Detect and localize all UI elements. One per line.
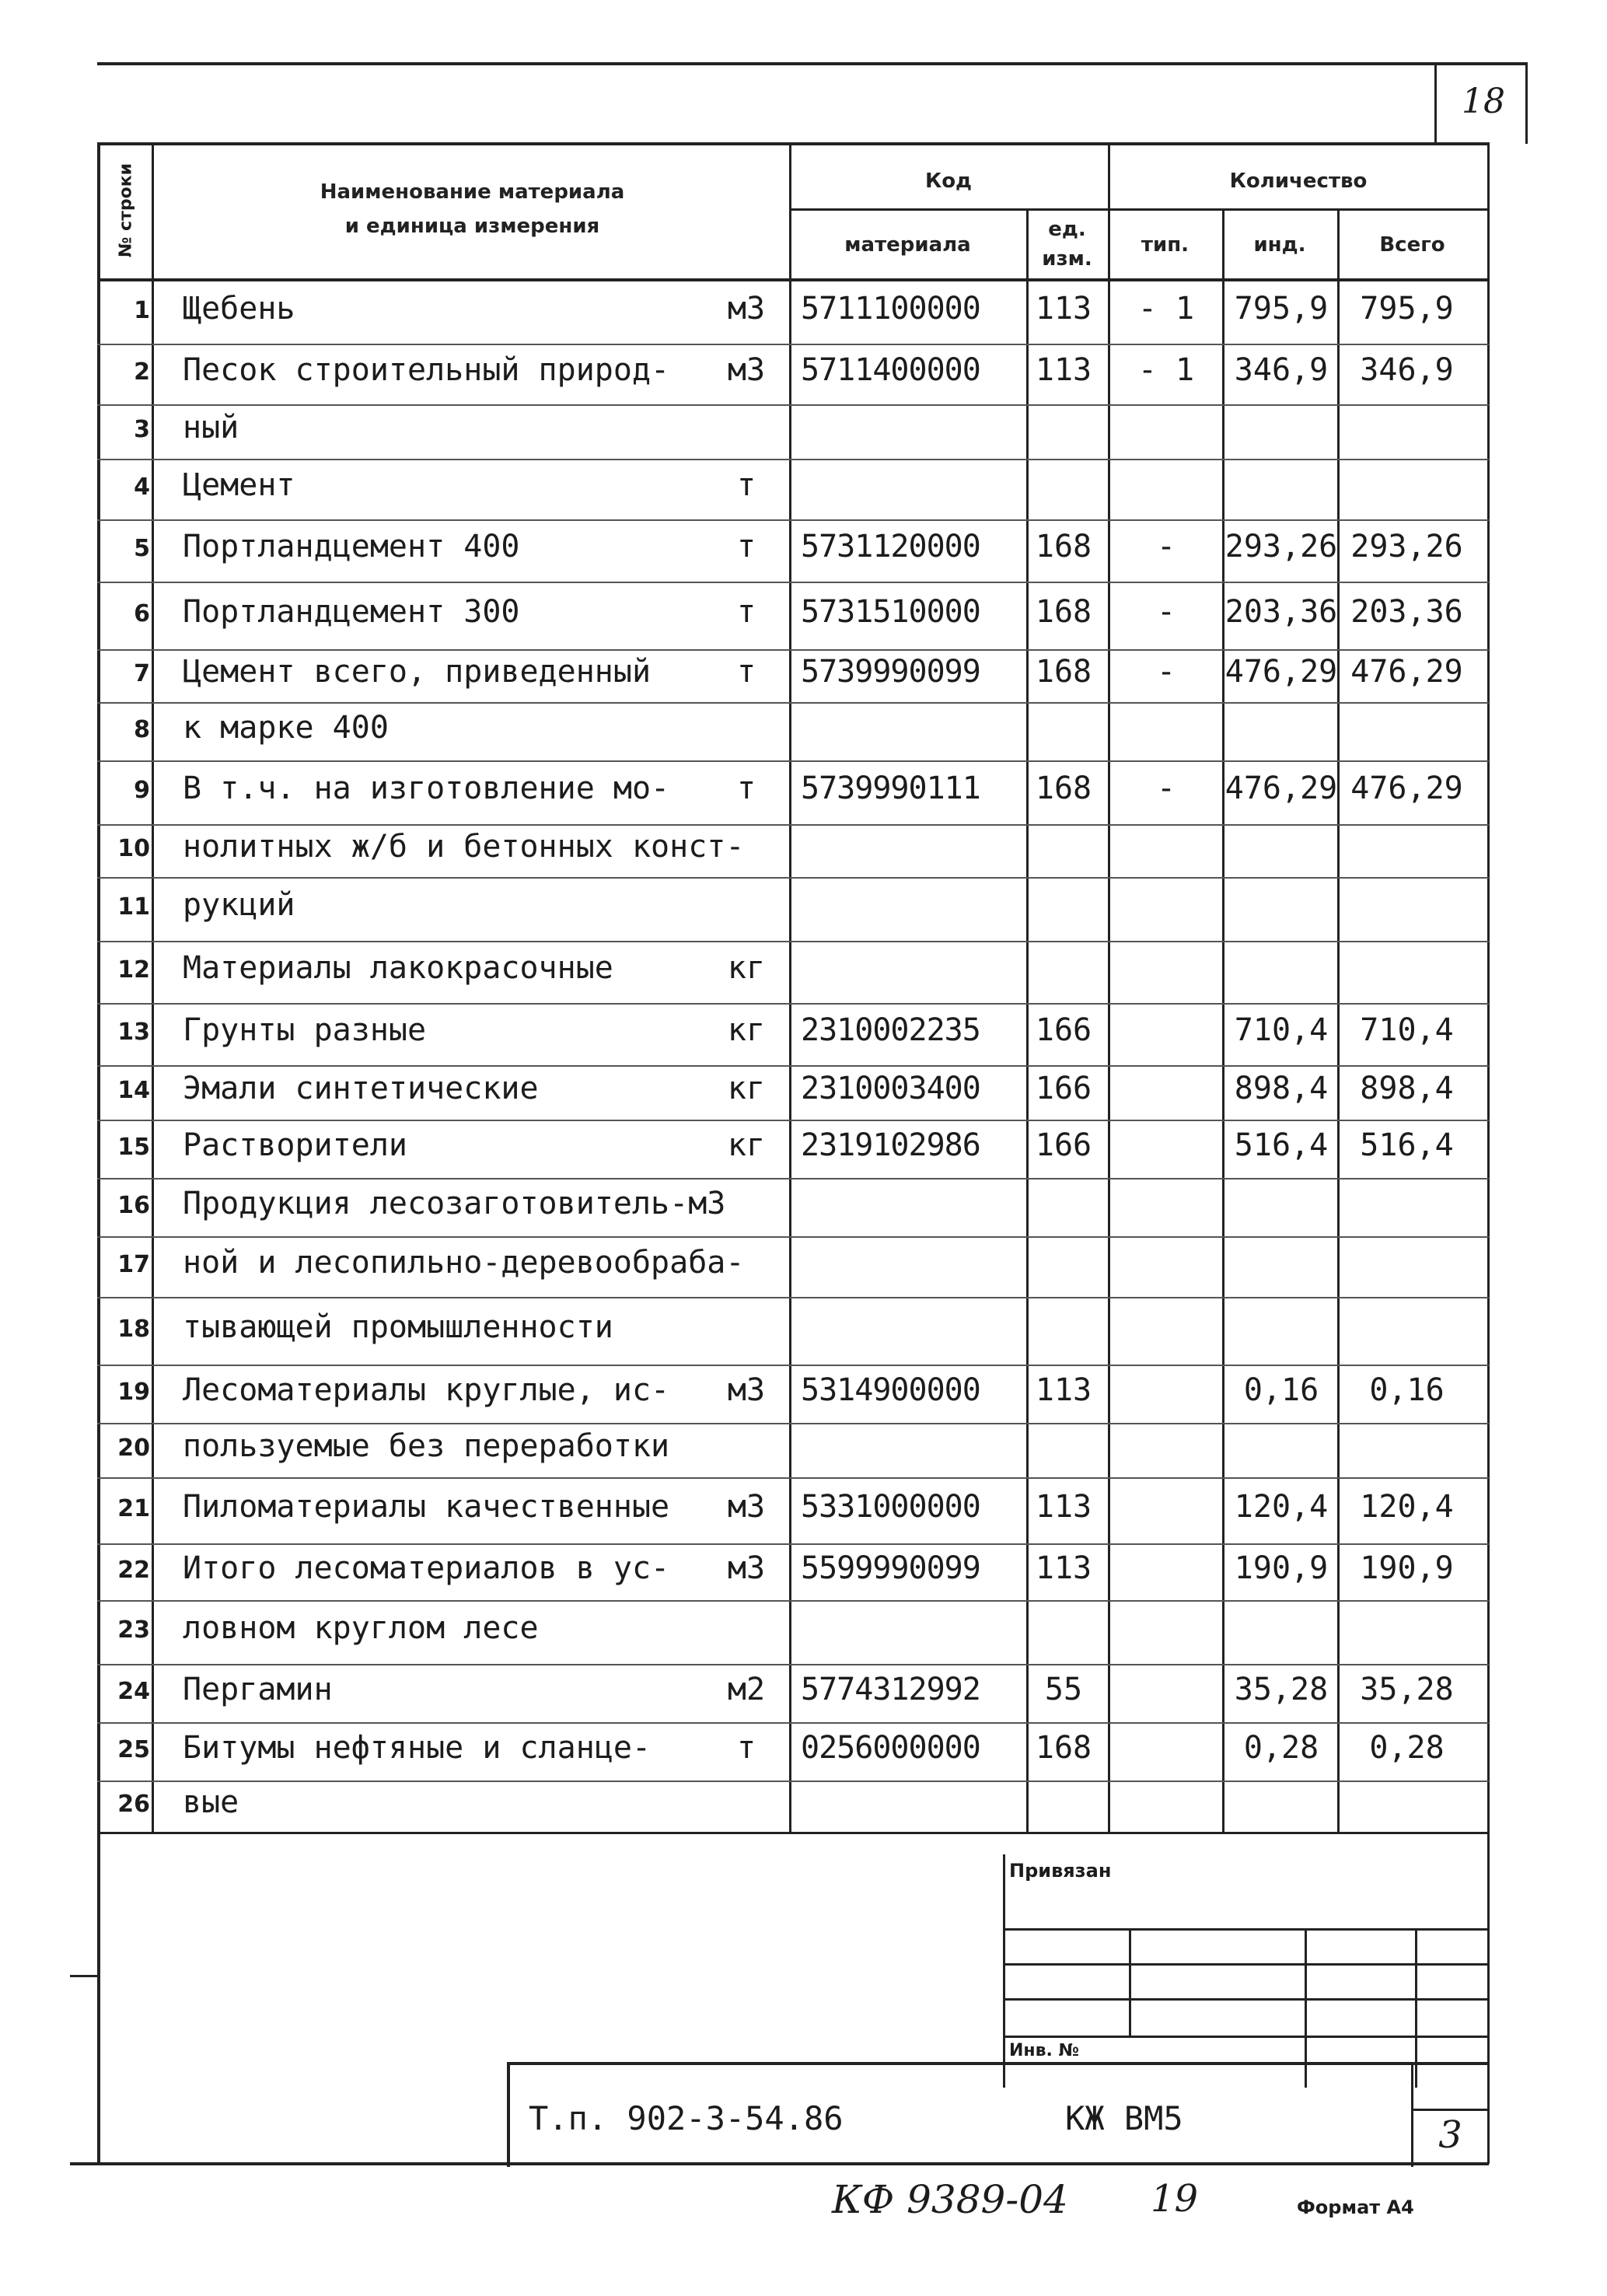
row-name: Итого лесоматериалов в ус-	[183, 1550, 670, 1586]
row-unit-code: 168	[1035, 1729, 1092, 1766]
row-unit-code: 113	[1035, 1372, 1092, 1408]
row-material-code: 2310003400	[801, 1071, 980, 1106]
row-number-header: № строки	[116, 163, 136, 258]
table-top-border	[97, 142, 1489, 145]
row-number: 8	[134, 715, 150, 743]
page-number: 18	[1462, 82, 1505, 121]
row-material-code: 2310002235	[801, 1012, 980, 1048]
row-name: Портландцемент 300	[183, 593, 520, 630]
bottom-rule	[70, 2162, 1489, 2165]
row-number: 10	[117, 835, 150, 862]
top-rule	[97, 62, 1528, 65]
stamp-col-1	[1129, 1928, 1131, 2037]
row-qty-total: 0,28	[1369, 1729, 1445, 1766]
row-divider	[97, 1423, 1489, 1424]
row-unit: кг	[727, 1071, 766, 1106]
row-name: Материалы лакокрасочные	[183, 950, 613, 986]
row-number: 4	[134, 474, 150, 501]
row-unit-code: 113	[1035, 1550, 1092, 1586]
row-qty-total: 35,28	[1360, 1671, 1454, 1707]
qty-total-header: Всего	[1379, 233, 1445, 257]
header-bottom-border	[97, 278, 1489, 281]
row-name: Песок строительный природ-	[183, 352, 670, 388]
row-divider	[97, 344, 1489, 345]
row-name: Эмали синтетические	[183, 1071, 539, 1106]
left-margin-mark	[70, 1975, 97, 1977]
row-number: 25	[117, 1735, 150, 1763]
row-unit: м3	[727, 1488, 766, 1525]
row-number: 13	[117, 1019, 150, 1046]
row-material-code: 5314900000	[801, 1372, 980, 1408]
row-number: 7	[134, 660, 150, 687]
row-divider	[97, 459, 1489, 460]
col-sep-code	[789, 142, 791, 1833]
row-number: 6	[134, 599, 150, 627]
title-block-sheet-line	[1411, 2109, 1489, 2111]
row-divider	[97, 877, 1489, 879]
header-subdivider	[789, 208, 1489, 211]
row-qty-total: 795,9	[1360, 291, 1454, 327]
row-number: 16	[117, 1191, 150, 1219]
row-unit-code: 168	[1035, 654, 1092, 690]
row-number: 17	[117, 1251, 150, 1278]
row-qty-ind: 476,29	[1224, 771, 1338, 806]
row-material-code: 5731510000	[801, 593, 980, 630]
qty-ind-header: инд.	[1253, 233, 1306, 257]
row-divider	[97, 582, 1489, 583]
row-number: 2	[134, 358, 150, 386]
row-divider	[97, 1178, 1489, 1179]
row-divider	[97, 1477, 1489, 1479]
row-name: Портландцемент 400	[183, 529, 520, 564]
row-qty-ind: 203,36	[1224, 593, 1338, 630]
row-number: 1	[134, 297, 150, 324]
row-unit: т	[736, 593, 756, 630]
row-number: 26	[117, 1791, 150, 1818]
row-qty-ind: 898,4	[1234, 1071, 1329, 1106]
row-material-code: 0256000000	[801, 1729, 980, 1766]
row-divider	[97, 1297, 1489, 1298]
row-qty-typ: - 1	[1137, 352, 1195, 388]
row-name: к марке 400	[183, 709, 389, 746]
row-number: 14	[117, 1077, 150, 1104]
row-qty-ind: 120,4	[1234, 1488, 1329, 1525]
row-name: Цемент	[183, 467, 295, 503]
row-name: Цемент всего, приведенный	[183, 654, 652, 690]
row-unit: т	[736, 529, 756, 564]
row-unit-code: 113	[1035, 1488, 1092, 1525]
title-block-top	[507, 2062, 1489, 2065]
row-unit-code: 166	[1035, 1012, 1092, 1048]
code-group-header: Код	[924, 169, 973, 193]
row-number: 22	[117, 1556, 150, 1584]
row-qty-total: 898,4	[1360, 1071, 1454, 1106]
row-qty-total: 346,9	[1360, 352, 1454, 388]
row-unit: т	[736, 467, 756, 503]
row-qty-typ: -	[1156, 654, 1176, 690]
row-material-code: 5711100000	[801, 291, 980, 327]
row-qty-ind: 35,28	[1234, 1671, 1329, 1707]
row-unit: м3	[727, 1372, 766, 1408]
row-qty-total: 190,9	[1360, 1550, 1454, 1586]
code-unit-header-line1: ед.	[1048, 218, 1086, 241]
row-name: Пергамин	[183, 1671, 333, 1707]
row-qty-total: 0,16	[1369, 1372, 1445, 1408]
album-code: КЖ ВМ5	[1065, 2099, 1183, 2137]
qty-typ-header: тип.	[1141, 233, 1190, 257]
row-name: тывающей промышленности	[183, 1309, 613, 1345]
row-divider	[97, 1781, 1489, 1782]
row-divider	[97, 1664, 1489, 1665]
row-qty-typ: -	[1156, 529, 1176, 564]
row-name: Растворители	[183, 1127, 407, 1163]
row-divider	[97, 519, 1489, 521]
title-block-left	[507, 2062, 510, 2167]
qty-group-header: Количество	[1229, 169, 1368, 193]
row-name: ной и лесопильно-деревообраба-	[183, 1245, 745, 1281]
row-divider	[97, 702, 1489, 704]
row-unit: т	[736, 654, 756, 690]
row-qty-total: 476,29	[1350, 654, 1463, 690]
name-header-line1: Наименование материала	[320, 180, 625, 204]
col-sep-name	[152, 142, 154, 1833]
row-unit-code: 168	[1035, 771, 1092, 806]
row-divider	[97, 760, 1489, 762]
col-sep-qty	[1108, 142, 1110, 1833]
row-unit: м3	[727, 1550, 766, 1586]
row-unit: м2	[727, 1671, 766, 1707]
row-unit-code: 166	[1035, 1127, 1092, 1163]
document-code: Т.п. 902-3-54.86	[529, 2099, 844, 2137]
sheet-number: 3	[1438, 2113, 1462, 2157]
row-material-code: 5774312992	[801, 1671, 980, 1707]
row-qty-ind: 0,28	[1243, 1729, 1319, 1766]
row-qty-ind: 346,9	[1234, 352, 1329, 388]
row-name: рукций	[183, 887, 295, 923]
row-name: В т.ч. на изготовление мо-	[183, 771, 670, 806]
row-qty-ind: 476,29	[1224, 654, 1338, 690]
row-qty-typ: - 1	[1137, 291, 1195, 327]
row-number: 19	[117, 1378, 150, 1406]
row-name: ный	[183, 410, 239, 446]
row-name: вые	[183, 1784, 239, 1820]
archive-sheet-number: 19	[1151, 2177, 1199, 2221]
row-qty-typ: -	[1156, 593, 1176, 630]
row-name: Щебень	[183, 291, 295, 327]
page-number-box-right	[1525, 62, 1528, 144]
row-name: Пиломатериалы качественные	[183, 1488, 670, 1525]
row-number: 20	[117, 1435, 150, 1462]
row-name: нолитных ж/б и бетонных конст-	[183, 829, 745, 865]
handwritten-archive-number: КФ 9389-04	[832, 2177, 1068, 2222]
row-unit: т	[736, 771, 756, 806]
row-unit-code: 55	[1044, 1671, 1083, 1707]
inv-number-label: Инв. №	[1009, 2041, 1080, 2060]
row-divider	[97, 1365, 1489, 1366]
row-number: 21	[117, 1494, 150, 1522]
row-qty-ind: 795,9	[1234, 291, 1329, 327]
row-divider	[97, 824, 1489, 826]
row-qty-total: 293,26	[1350, 529, 1463, 564]
row-number: 5	[134, 535, 150, 562]
row-unit-code: 113	[1035, 291, 1092, 327]
name-header-line2: и единица измерения	[344, 215, 600, 238]
row-qty-typ: -	[1156, 771, 1176, 806]
row-material-code: 5331000000	[801, 1488, 980, 1525]
row-unit: кг	[727, 1012, 766, 1048]
row-number: 12	[117, 956, 150, 984]
row-qty-total: 476,29	[1350, 771, 1463, 806]
row-divider	[97, 1236, 1489, 1238]
row-qty-ind: 0,16	[1243, 1372, 1319, 1408]
row-material-code: 5599990099	[801, 1550, 980, 1586]
row-qty-total: 203,36	[1350, 593, 1463, 630]
row-unit: м3	[727, 291, 766, 327]
row-divider	[97, 1120, 1489, 1121]
row-name: Битумы нефтяные и сланце-	[183, 1729, 652, 1766]
row-unit-code: 113	[1035, 352, 1092, 388]
row-number: 11	[117, 893, 150, 921]
row-material-code: 5739990111	[801, 771, 980, 806]
row-divider	[97, 1543, 1489, 1545]
row-number: 24	[117, 1677, 150, 1705]
row-qty-ind: 710,4	[1234, 1012, 1329, 1048]
row-divider	[97, 649, 1489, 651]
row-qty-total: 516,4	[1360, 1127, 1454, 1163]
format-label: Формат А4	[1297, 2196, 1414, 2218]
row-number: 9	[134, 777, 150, 804]
code-unit-header-line2: изм.	[1042, 247, 1092, 271]
row-unit: м3	[727, 352, 766, 388]
row-divider	[97, 1003, 1489, 1005]
row-number: 18	[117, 1315, 150, 1343]
row-name: Продукция лесозаготовитель-м3	[183, 1185, 726, 1221]
row-name: Лесоматериалы круглые, ис-	[183, 1372, 670, 1408]
row-divider	[97, 1065, 1489, 1067]
row-divider	[97, 1722, 1489, 1724]
row-material-code: 5739990099	[801, 654, 980, 690]
row-unit: т	[736, 1729, 756, 1766]
stamp-left-border	[1003, 1854, 1005, 2088]
row-qty-total: 120,4	[1360, 1488, 1454, 1525]
row-qty-ind: 190,9	[1234, 1550, 1329, 1586]
row-unit-code: 168	[1035, 529, 1092, 564]
table-body-bottom	[97, 1832, 1489, 1834]
page-number-box-left	[1434, 62, 1437, 144]
row-qty-total: 710,4	[1360, 1012, 1454, 1048]
row-name: Грунты разные	[183, 1012, 427, 1048]
row-divider	[97, 941, 1489, 942]
row-unit-code: 168	[1035, 593, 1092, 630]
row-number: 3	[134, 416, 150, 443]
row-unit: кг	[727, 950, 766, 986]
row-name: пользуемые без переработки	[183, 1428, 670, 1464]
row-material-code: 5711400000	[801, 352, 980, 388]
row-divider	[97, 1600, 1489, 1602]
privyazan-label: Привязан	[1009, 1860, 1112, 1882]
row-unit: кг	[727, 1127, 766, 1163]
row-material-code: 2319102986	[801, 1127, 980, 1163]
row-number: 23	[117, 1616, 150, 1644]
code-material-header: материала	[844, 233, 971, 257]
row-qty-ind: 293,26	[1224, 529, 1338, 564]
table-right-border	[1487, 142, 1490, 2164]
row-unit-code: 166	[1035, 1071, 1092, 1106]
row-divider	[97, 404, 1489, 406]
row-number: 15	[117, 1133, 150, 1161]
row-qty-ind: 516,4	[1234, 1127, 1329, 1163]
row-material-code: 5731120000	[801, 529, 980, 564]
row-name: ловном круглом лесе	[183, 1610, 539, 1646]
